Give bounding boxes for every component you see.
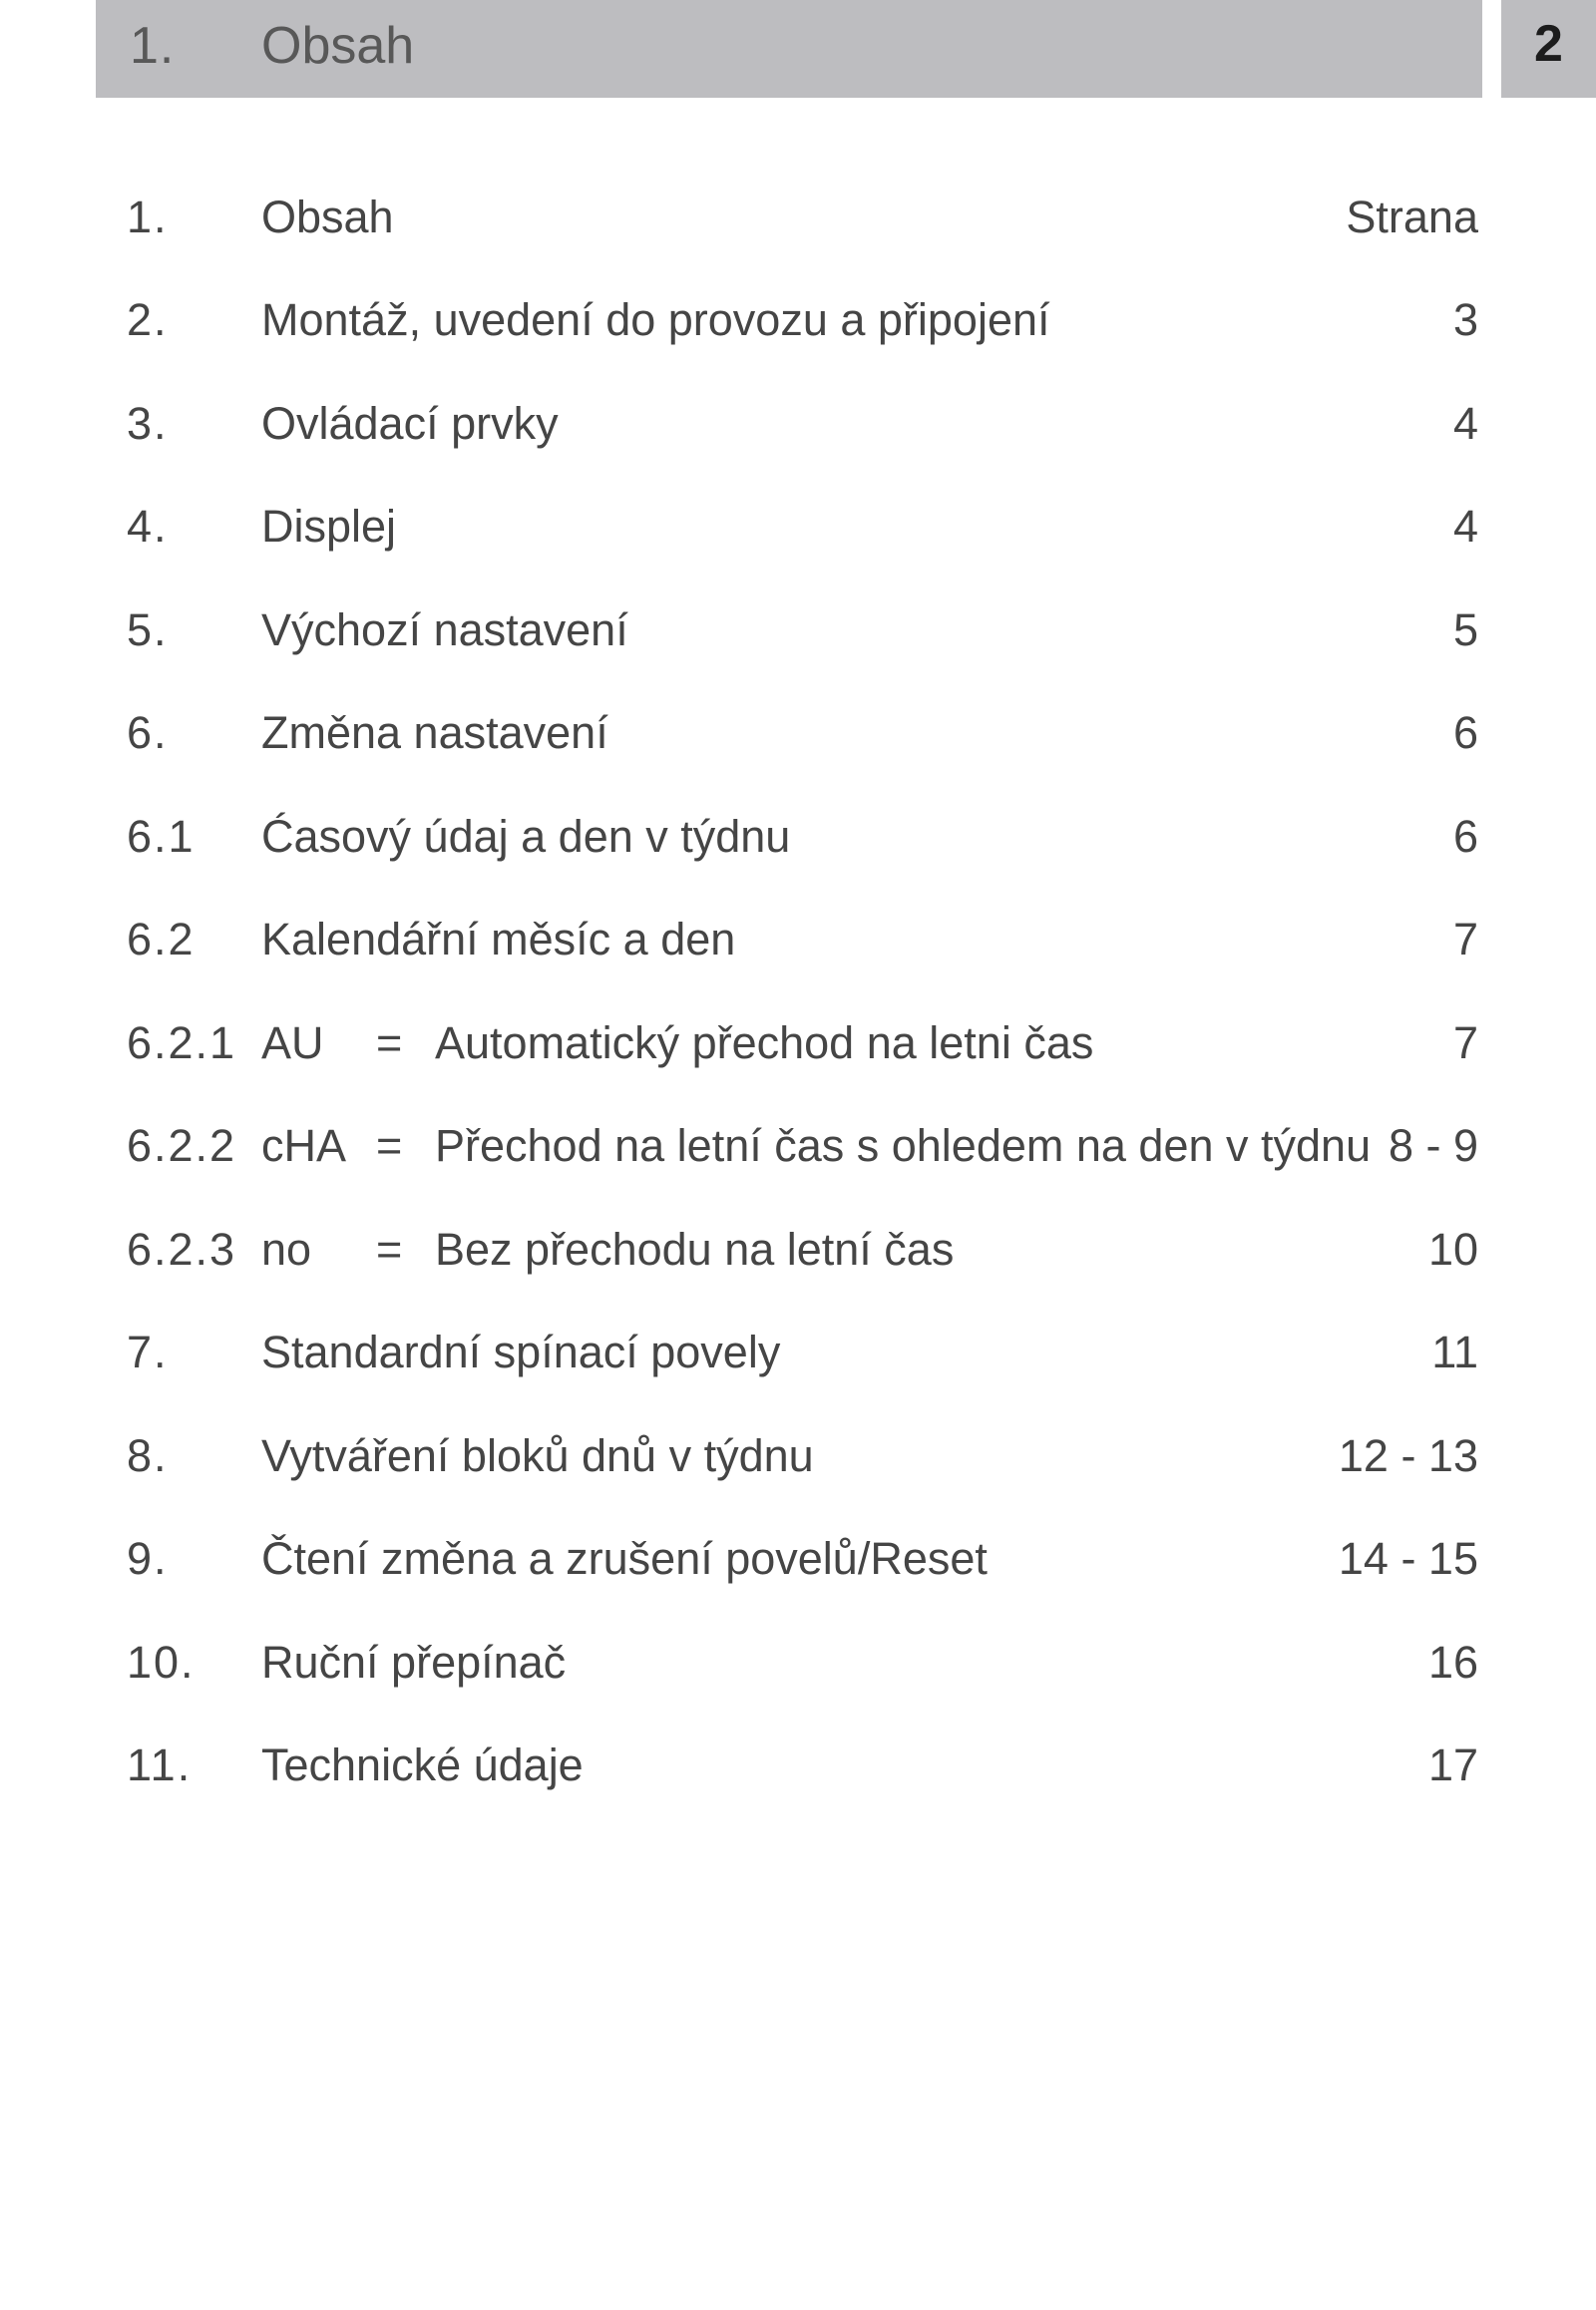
toc-page-label: Strana [1346,192,1478,242]
toc-sub-entry-equals: = [376,1120,403,1171]
toc-entry[interactable] [0,1318,1596,1387]
section-number: 1. [130,17,176,75]
toc-entry-number: 4. [127,501,169,552]
toc-sub-entry-page: 8 - 9 [1388,1120,1478,1171]
toc-entry-page: 4 [1452,501,1478,552]
toc-entry[interactable] [0,285,1596,355]
toc-entry-page: 14 - 15 [1338,1533,1478,1584]
toc-sub-entry-equals: = [376,1224,403,1275]
toc-entry-page: 6 [1452,707,1478,758]
toc-entry-number: 3. [127,398,169,449]
toc-sub-entry[interactable] [0,1215,1596,1285]
toc-heading-row [0,183,1596,252]
toc-sub-entry-page: 10 [1427,1224,1478,1275]
toc-entry[interactable] [0,1628,1596,1698]
toc-entry-title: Ruční přepínač [261,1637,567,1688]
toc-heading-number: 1. [127,192,169,242]
toc-entry-title: Vytváření bloků dnů v týdnu [261,1430,814,1481]
toc-entry-title: Displej [261,501,397,552]
toc-entry[interactable] [0,905,1596,974]
toc-entry[interactable] [0,802,1596,872]
toc-sub-entry-code: no [261,1224,312,1275]
toc-sub-entry-title: Bez přechodu na letní čas [435,1224,955,1275]
toc-sub-entry-page: 7 [1452,1017,1478,1068]
toc-entry-title: Standardní spínací povely [261,1327,781,1377]
section-title: Obsah [261,17,415,75]
toc-sub-entry-number: 6.2.3 [127,1224,237,1275]
toc-entry-number: 11. [127,1739,193,1790]
toc-entry-page: 7 [1452,914,1478,964]
toc-entry-page: 12 - 13 [1338,1430,1478,1481]
toc-entry-page: 3 [1452,294,1478,345]
toc-entry-page: 11 [1431,1327,1478,1377]
toc-sub-entry-code: cHA [261,1120,347,1171]
toc-sub-entry-title: Přechod na letní čas s ohledem na den v týdnu [435,1120,1372,1171]
toc-sub-entry-number: 6.2.1 [127,1017,237,1068]
toc-heading-title: Obsah [261,192,394,242]
toc-entry[interactable] [0,389,1596,459]
toc-sub-entry-number: 6.2.2 [127,1120,237,1171]
toc-entry-title: Technické údaje [261,1739,584,1790]
toc-entry-page: 16 [1427,1637,1478,1688]
toc-sub-entry-code: AU [261,1017,324,1068]
toc-entry[interactable] [0,698,1596,768]
toc-entry[interactable] [0,1421,1596,1491]
toc-entry[interactable] [0,595,1596,665]
toc-entry-number: 10. [127,1637,196,1688]
toc-entry-title: Změna nastavení [261,707,608,758]
toc-entry-number: 7. [127,1327,169,1377]
toc-entry-number: 6.2 [127,914,196,964]
toc-entry-number: 2. [127,294,169,345]
toc-entry-title: Výchozí nastavení [261,604,628,655]
toc-entry-page: 6 [1452,811,1478,862]
toc-sub-entry-equals: = [376,1017,403,1068]
toc-sub-entry-title: Automatický přechod na letni čas [435,1017,1094,1068]
toc-entry-number: 5. [127,604,169,655]
toc-sub-entry[interactable] [0,1111,1596,1181]
toc-entry-number: 6.1 [127,811,196,862]
toc-entry-title: Montáž, uvedení do provozu a připojení [261,294,1050,345]
toc-entry[interactable] [0,1524,1596,1594]
toc-entry-page: 5 [1452,604,1478,655]
toc-entry-number: 8. [127,1430,169,1481]
toc-entry-number: 9. [127,1533,169,1584]
toc-sub-entry[interactable] [0,1008,1596,1078]
toc-entry-number: 6. [127,707,169,758]
toc-entry-page: 4 [1452,398,1478,449]
toc-entry-page: 17 [1427,1739,1478,1790]
toc-entry-title: Čtení změna a zrušení povelů/Reset [261,1533,988,1584]
page-number: 2 [1534,15,1563,73]
toc-entry-title: Ćasový údaj a den v týdnu [261,811,791,862]
toc-entry[interactable] [0,1731,1596,1800]
toc-entry[interactable] [0,492,1596,562]
toc-entry-title: Kalendářní měsíc a den [261,914,736,964]
toc-entry-title: Ovládací prvky [261,398,559,449]
